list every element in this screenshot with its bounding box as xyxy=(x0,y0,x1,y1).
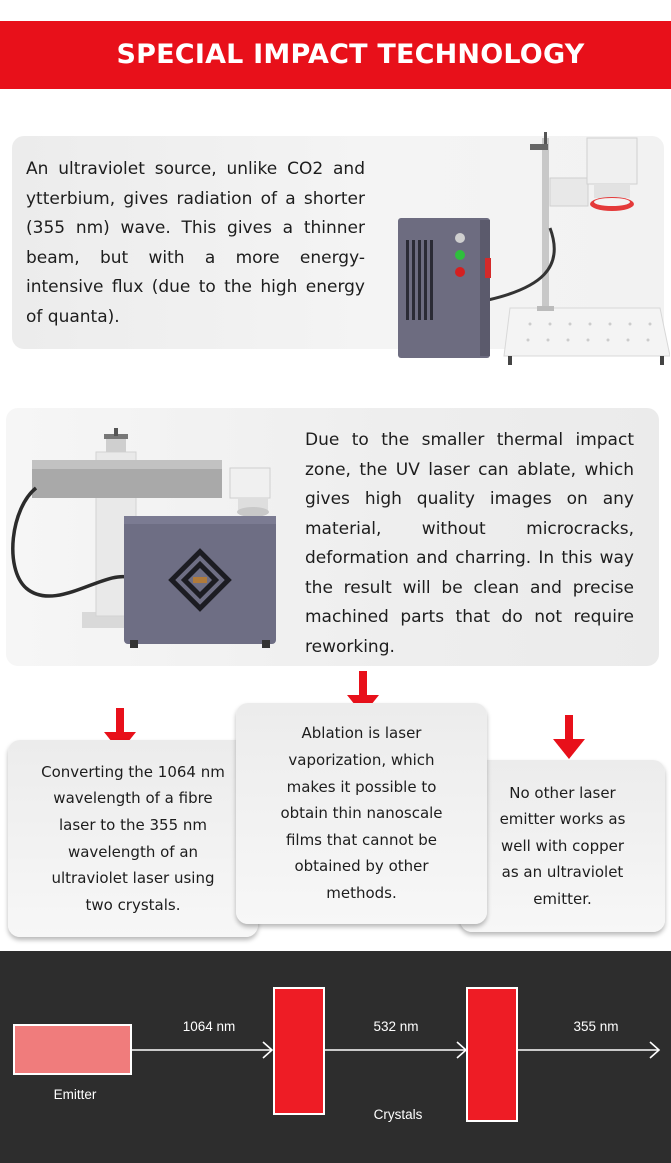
box-line: wavelength of an xyxy=(67,842,199,861)
box-line: laser to the 355 nm xyxy=(58,815,208,834)
box-line: vaporization, which xyxy=(288,751,435,770)
box-line: ultraviolet laser using xyxy=(51,869,215,888)
info-box-copper xyxy=(460,760,665,932)
box-line: No other laser xyxy=(509,783,616,802)
box-line: well with copper xyxy=(500,836,625,855)
diagram-canvas xyxy=(0,951,671,1163)
box-line: obtain thin nanoscale xyxy=(280,804,443,823)
box-line: makes it possible to xyxy=(286,777,437,796)
box-line: emitter. xyxy=(533,889,592,908)
wavelength-label-1064: 1064 nm xyxy=(182,1019,236,1034)
emitter-block xyxy=(14,1025,131,1074)
emitter-label: Emitter xyxy=(53,1087,97,1102)
ultraviolet-source-text: An ultraviolet source, unlike CO2 and ytterbium, gives radiation of a shorter (355 nm) wave. This gives a thinner beam, but with a more energy-intensive flux (due to the high energy of quanta). xyxy=(26,159,365,327)
crystals-label: Crystals xyxy=(373,1107,423,1122)
box-line: Ablation is laser xyxy=(301,724,422,743)
header-banner xyxy=(0,21,671,89)
box-line: emitter works as xyxy=(499,810,626,829)
box-line: films that cannot be xyxy=(285,830,438,849)
wavelength-label-532: 532 nm xyxy=(373,1019,419,1034)
box-line: Converting the 1064 nm xyxy=(41,762,225,781)
box-line: two crystals. xyxy=(85,895,181,914)
crystal-block-1 xyxy=(274,988,324,1114)
box-line: methods. xyxy=(326,883,397,902)
wavelength-label-355: 355 nm xyxy=(573,1019,619,1034)
box-line: as an ultraviolet xyxy=(501,863,624,882)
box-line: obtained by other xyxy=(294,857,429,876)
box-line: wavelength of a fibre xyxy=(53,789,213,808)
laser-marker-illustration xyxy=(6,428,291,656)
thermal-impact-text: Due to the smaller thermal impact zone, the UV laser can ablate, which gives high quality images on any material, without microcracks, deformation and charring. In this way the result will be clean and precise machined parts that do not require reworking. xyxy=(305,430,634,657)
wavelength-conversion-diagram xyxy=(0,951,671,1163)
info-box-crystal-conversion xyxy=(8,740,258,937)
page-title: SPECIAL IMPACT TECHNOLOGY xyxy=(116,39,585,70)
laser-machine-illustration xyxy=(390,128,670,368)
down-arrow-icon xyxy=(553,715,585,761)
info-box-ablation xyxy=(236,703,487,924)
crystal-block-2 xyxy=(467,988,517,1121)
